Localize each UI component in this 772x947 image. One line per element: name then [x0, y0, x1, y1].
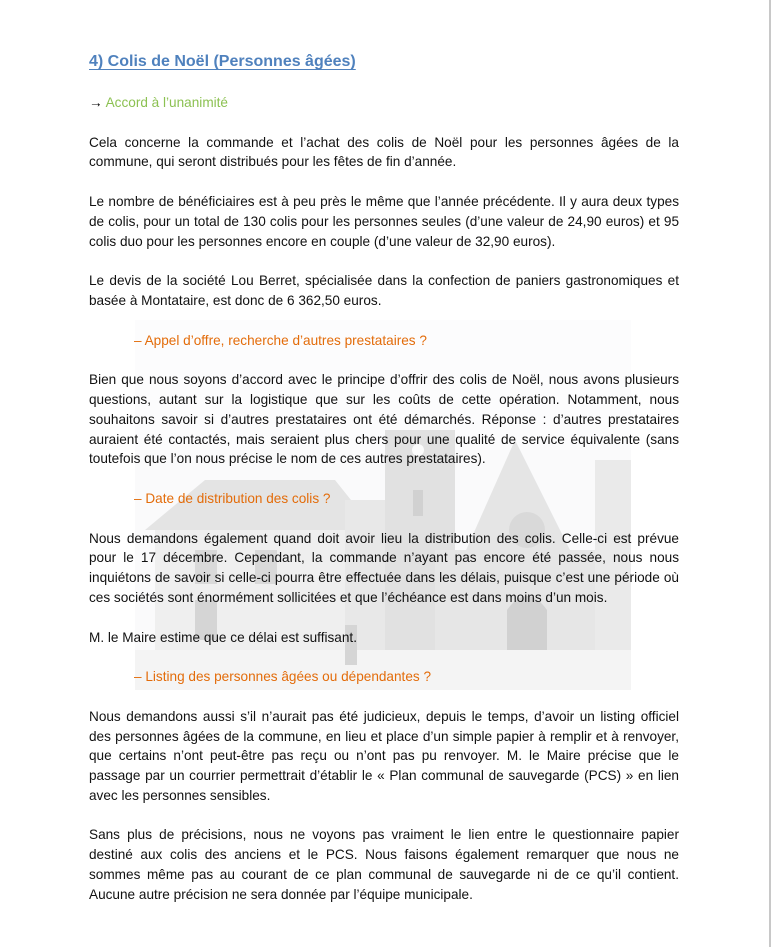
paragraph: Nous demandons également quand doit avoir lieu la distribution des colis. Celle-ci est prévue pour le 17 décembre. Cependant, la commande n’ayant pas encore été passée, nous nous inquiétons de savoir si celle-ci pourra être effectuée dans les délais, puisque c’est une période où ces sociétés sont énormément sollicitées et que l’échéance est dans moins d’un mois.: [89, 530, 679, 605]
vote-result: [89, 93, 679, 113]
paragraph: Bien que nous soyons d’accord avec le principe d’offrir des colis de Noël, nous avons plusieurs questions, autant sur la logistique que sur les coûts de cette opération. Notamment, nous souhaitons savoir si d’autres prestataires ont été démarchés. Réponse : d’autres prestataires auraient été contactés, mais seraient plus chers pour une qualité de service équivalente (sans toutefois que l’on nous précise le nom de ces autres prestataires).: [89, 372, 679, 467]
subheading: – Date de distribution des colis ?: [134, 490, 331, 506]
vote-result-text: Accord à l’unanimité: [105, 95, 228, 110]
section-title: 4) Colis de Noël (Personnes âgées): [89, 53, 356, 70]
subheading: – Listing des personnes âgées ou dépendantes ?: [134, 669, 432, 685]
paragraph: Le nombre de bénéficiaires est à peu près le même que l’année précédente. Il y aura deux types de colis, pour un total de 130 colis pour les personnes seules (d’une valeur de 24,90 euros) et 95 colis duo pour les personnes encore en couple (d’une valeur de 32,90 euros).: [89, 193, 679, 249]
paragraph: M. le Maire estime que ce délai est suffisant.: [89, 629, 357, 645]
paragraph: Sans plus de précisions, nous ne voyons pas vraiment le lien entre le questionnaire papier destiné aux colis des anciens et le PCS. Nous faisons également remarquer que nous ne sommes même pas au courant de ce plan communal de sauvegarde ni de ce qu’il contient. Aucune autre précision ne sera donnée par l’équipe municipale.: [89, 827, 679, 902]
paragraph: Cela concerne la commande et l’achat des colis de Noël pour les personnes âgées de la commune, qui seront distribués pour les fêtes de fin d’année.: [89, 134, 679, 170]
subheading: – Appel d’offre, recherche d’autres prestataires ?: [134, 332, 427, 348]
page-edge: [769, 0, 771, 947]
arrow-right-icon: →: [89, 95, 103, 110]
paragraph: Nous demandons aussi s’il n’aurait pas été judicieux, depuis le temps, d’avoir un listing officiel des personnes âgées de la commune, en lieu et place d’un simple papier à remplir et à renvoyer, que certains n’ont peut-être pas reçu ou n’ont pas pu renvoyer. M. le Maire précise que le passage par un courrier permettrait d’établir le « Plan communal de sauvegarde (PCS) » en lien avec les personnes sensibles.: [89, 708, 679, 803]
paragraph: Le devis de la société Lou Berret, spécialisée dans la confection de paniers gastronomiques et basée à Montataire, est donc de 6 362,50 euros.: [89, 273, 679, 308]
document-body: [89, 52, 679, 905]
